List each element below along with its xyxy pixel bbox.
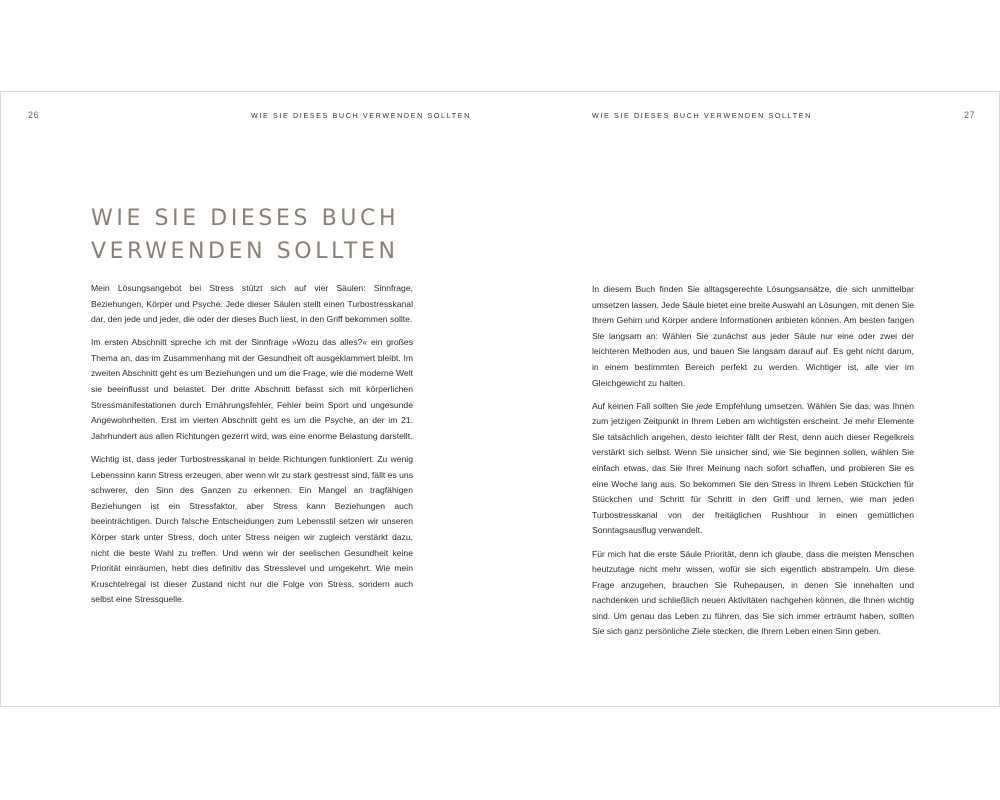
right-page [501,92,999,706]
left-body-text [91,281,413,615]
paragraph: Im ersten Abschnitt spreche ich mit der Sinnfrage »Wozu das alles?« ein großes Thema an, das im Zusammenhang mit der Gesundheit oft ausgeklammert bleibt. Im zweiten Abschnitt geht es um Beziehungen und um die Frage, wie die moderne Welt sie beeinflusst und belastet. Der dritte Abschnitt befasst sich mit körperlichen Stressmanifestationen durch Ernährungsfehler, Fehler beim Sport und ungesunde Angewohnheiten. Erst im vierten Abschnitt geht es um die Psyche, an der im 21. Jahrhundert aus allen Richtungen gezerrt wird, was eine enorme Belastung darstellt. [91,337,413,441]
emphasis-text: jede [696,400,713,411]
right-body-text [592,282,914,648]
chapter-title-line-1: WIE SIE DIESES BUCH [91,206,400,231]
paragraph-text: Empfehlung umsetzen. Wählen Sie das, was Ihnen zum jetzigen Zeitpunkt in Ihrem Leben am wichtigsten erscheint. Je mehr Elemente Sie tatsächlich angehen, desto leichter fällt der Rest, denn auch dieser Regelkreis verstärkt sich selbst. Wenn Sie unsicher sind, wie Sie beginnen sollen, wählen Sie einfach etwas, das Sie Ihrer Meinung nach sofort schaffen, und probieren Sie es eine Woche lang aus. So bekommen Sie den Stress in Ihrem Leben Stückchen für Stückchen und Schritt für Schritt in den Griff und lernen, wie man jeden Turbostresskanal von der freitäglichen Rushhour in einen gemütlichen Sonntagsausflug verwandelt. [592,400,914,536]
running-head-right: WIE SIE DIESES BUCH VERWENDEN SOLLTEN [592,111,812,120]
paragraph [592,399,914,539]
paragraph: Für mich hat die erste Säule Priorität, denn ich glaube, dass die meisten Menschen heutzutage nicht mehr wissen, wofür sie sich eigentlich abstrampeln. Um diese Frage anzugehen, brauchen Sie Ruhepausen, in denen Sie innehalten und nachdenken und schließlich neuen Aktivitäten nachgehen können, die Ihnen wichtig sind. Um genau das Leben zu führen, das Sie sich immer erträumt haben, sollten Sie sich ganz persönliche Ziele stecken, die Ihrem Leben einen Sinn geben. [592,548,914,637]
book-spread [0,91,1000,707]
paragraph: Wichtig ist, dass jeder Turbostresskanal in beide Richtungen funktioniert. Zu wenig Lebenssinn kann Stress erzeugen, aber wenn wir zu stark gestresst sind, fällt es uns schwerer, den Sinn des Ganzen zu erkennen. Ein Mangel an tragfähigen Beziehungen ist ein Stressfaktor, aber Stress kann Beziehungen auch beeinträchtigen. Durch falsche Entscheidungen zum Lebensstil setzen wir unseren Körper stark unter Stress, doch unter Stress neigen wir zugleich verstärkt dazu, nicht die beste Wahl zu treffen. Und wenn wir der seelischen Gesundheit keine Priorität einräumen, hebt dies definitiv das Stresslevel und umgekehrt. Wie mein Kruschtelregal ist dieser Zustand nicht nur die Folge von Stress, sondern auch selbst eine Stressquelle. [91,453,413,605]
page-number-right: 27 [963,110,975,120]
running-head-left: WIE SIE DIESES BUCH VERWENDEN SOLLTEN [251,111,471,120]
paragraph-text: Auf keinen Fall sollten Sie [592,400,697,411]
paragraph: In diesem Buch finden Sie alltagsgerechte Lösungsansätze, die sich unmittelbar umsetzen lassen. Jede Säule bietet eine breite Auswahl an Lösungen, mit denen Sie Ihrem Gehirn und Körper andere Informationen anbieten können. Am besten fangen Sie langsam an: Wählen Sie zunächst aus jeder Säule nur eine oder zwei der leichteren Methoden aus, und bauen Sie langsam darauf auf. Es geht nicht darum, in einem bestimmten Bereich perfekt zu werden. Wichtiger ist, alle vier im Gleichgewicht zu halten. [592,284,915,388]
chapter-title-line-2: VERWENDEN SOLLTEN [91,239,399,264]
left-page [1,92,501,706]
page-number-left: 26 [28,110,40,120]
chapter-title [91,202,399,268]
paragraph: Mein Lösungsangebot bei Stress stützt sich auf vier Säulen: Sinnfrage, Beziehungen, Körper und Psyche. Jede dieser Säulen stellt einen Turbostresskanal dar, den jede und jeder, die oder der dieses Buch liest, in den Griff bekommen sollte. [91,283,413,325]
